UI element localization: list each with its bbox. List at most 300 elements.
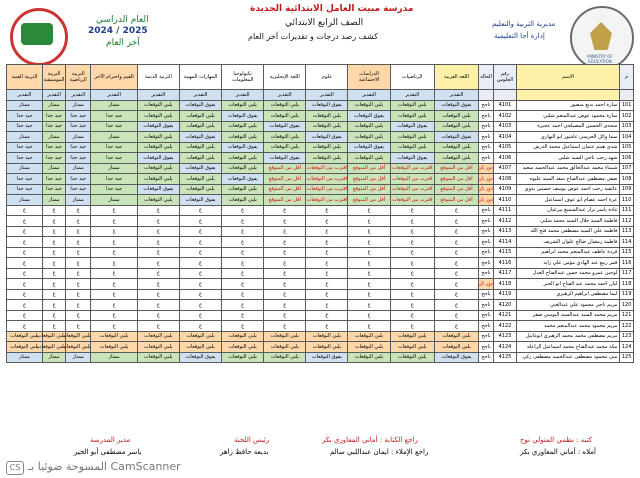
book-icon	[21, 23, 53, 45]
col-grade-label: التقدير	[348, 90, 390, 101]
row-name: مريم محمود محمد عبدالمنعم محمد	[517, 321, 620, 332]
row-grade: يفوق التوقعات	[179, 163, 221, 174]
row-grade: غ	[7, 247, 43, 258]
col-blank	[620, 90, 634, 101]
row-grade: غ	[179, 289, 221, 300]
row-status: دور ثان	[479, 184, 494, 195]
col-subject: اللغة الإنجليزية	[264, 65, 306, 90]
row-grade: أقل من المتوقع	[348, 163, 390, 174]
row-grade: جيد جدا	[91, 174, 137, 185]
row-grade: غ	[390, 268, 434, 279]
row-grade: جيد جدا	[7, 174, 43, 185]
row-grade: غ	[348, 300, 390, 311]
row-name: ليما مصطفى ابراهيم الزهيري	[517, 289, 620, 300]
row-name: شهد رجب ناجي السيد شلبي	[517, 153, 620, 164]
row-grade: اقترب من التوقعات	[390, 195, 434, 206]
row-grade: ممتاز	[7, 352, 43, 363]
row-grade: غ	[7, 205, 43, 216]
row-grade: ممتاز	[7, 100, 43, 111]
row-grade: جيد جدا	[42, 142, 65, 153]
row-grade: غ	[42, 205, 65, 216]
row-grade: غ	[264, 289, 306, 300]
row-seat: 4108	[493, 174, 516, 185]
row-grade: غ	[179, 310, 221, 321]
row-grade: غ	[7, 258, 43, 269]
row-grade: يلبي التوقعات	[137, 142, 179, 153]
row-grade: غ	[348, 247, 390, 258]
row-seat: 4102	[493, 111, 516, 122]
col-status: الحالة	[479, 65, 494, 90]
row-grade: يلبي التوقعات	[306, 342, 348, 353]
row-seat: 4107	[493, 163, 516, 174]
logo-caption: MINISTRY OF EDUCATION	[587, 54, 613, 64]
row-grade: اقترب من التوقعات	[390, 174, 434, 185]
row-grade: غ	[42, 258, 65, 269]
row-grade: غ	[222, 205, 264, 216]
row-grade: غ	[222, 258, 264, 269]
row-grade: غ	[7, 279, 43, 290]
row-status: ناجح	[479, 258, 494, 269]
term-label: آخر العام	[106, 38, 140, 48]
row-seat: 4122	[493, 321, 516, 332]
row-status: ناجح	[479, 237, 494, 248]
col-grade-label: التقدير	[7, 90, 43, 101]
col-subject: التربية الموسيقية	[42, 65, 65, 90]
row-grade: غ	[179, 279, 221, 290]
row-grade: ممتاز	[7, 195, 43, 206]
row-seat: 4124	[493, 342, 516, 353]
row-grade: غ	[434, 279, 478, 290]
ministry-logo	[570, 6, 634, 70]
row-grade: غ	[306, 289, 348, 300]
row-grade: غ	[434, 205, 478, 216]
row-grade: يفوق التوقعات	[348, 111, 390, 122]
camscanner-watermark	[6, 460, 181, 475]
row-status: دور ثان	[479, 195, 494, 206]
row-index: 124	[620, 342, 634, 353]
row-grade: يلبي التوقعات	[7, 331, 43, 342]
row-index: 112	[620, 216, 634, 227]
row-index: 121	[620, 310, 634, 321]
row-seat: 4123	[493, 331, 516, 342]
row-index: 123	[620, 331, 634, 342]
writer: كتبه : نظمي المتولي نوح	[520, 436, 593, 444]
row-grade: غ	[434, 258, 478, 269]
row-grade: يفوق التوقعات	[137, 153, 179, 164]
row-grade: يلبي التوقعات	[306, 111, 348, 122]
row-grade: غ	[390, 279, 434, 290]
row-grade: غ	[91, 205, 137, 216]
row-grade: غ	[7, 310, 43, 321]
col-index: م	[620, 65, 634, 90]
reviewer-writing: راجع الكتابة : أماني المغاوري بكر	[322, 436, 418, 444]
row-grade: غ	[264, 226, 306, 237]
row-grade: غ	[7, 268, 43, 279]
row-grade: غ	[66, 279, 91, 290]
table-row	[7, 163, 634, 174]
row-seat: 4117	[493, 268, 516, 279]
table-row	[7, 331, 634, 342]
row-grade: ممتاز	[91, 195, 137, 206]
row-status: دور ثان	[479, 163, 494, 174]
row-seat: 4106	[493, 153, 516, 164]
col-blank	[517, 90, 620, 101]
row-grade: غ	[348, 237, 390, 248]
row-grade: غ	[7, 237, 43, 248]
row-grade: يفوق التوقعات	[306, 352, 348, 363]
row-grade: ممتاز	[42, 195, 65, 206]
row-grade: غ	[66, 216, 91, 227]
row-grade: غ	[179, 300, 221, 311]
row-grade: ممتاز	[66, 195, 91, 206]
row-grade: غ	[306, 205, 348, 216]
row-grade: غ	[179, 226, 221, 237]
row-grade: غ	[137, 310, 179, 321]
row-grade: غ	[137, 216, 179, 227]
row-grade: يلبي التوقعات	[91, 331, 137, 342]
row-name: عزة احمد عصام ابو عوف اسماعيل	[517, 195, 620, 206]
table-row	[7, 205, 634, 216]
row-grade: يلبي التوقعات	[66, 331, 91, 342]
table-row	[7, 174, 634, 185]
row-grade: يلبي التوقعات	[264, 142, 306, 153]
row-grade: يلبي التوقعات	[91, 342, 137, 353]
row-grade: غ	[42, 321, 65, 332]
row-grade: غ	[222, 268, 264, 279]
row-grade: يلبي التوقعات	[306, 142, 348, 153]
row-name: مريم محمد السيد عبدالسيد اليوسي صقر	[517, 310, 620, 321]
row-grade: غ	[42, 300, 65, 311]
row-grade: يلبي التوقعات	[179, 342, 221, 353]
row-grade: غ	[137, 300, 179, 311]
row-index: 106	[620, 153, 634, 164]
row-name: سارة احمد بديع منصور	[517, 100, 620, 111]
row-grade: أقل من المتوقع	[348, 184, 390, 195]
row-status: دور ثان	[479, 174, 494, 185]
row-grade: ممتاز	[66, 132, 91, 143]
row-grade: غ	[66, 289, 91, 300]
row-grade: يلبي التوقعات	[390, 142, 434, 153]
row-grade: غ	[66, 247, 91, 258]
row-grade: أقل من المتوقع	[434, 195, 478, 206]
row-grade: أقل من المتوقع	[434, 163, 478, 174]
row-grade: غ	[434, 268, 478, 279]
row-grade: غ	[66, 310, 91, 321]
row-index: 101	[620, 100, 634, 111]
row-grade: غ	[264, 247, 306, 258]
row-grade: يلبي التوقعات	[66, 342, 91, 353]
row-grade: غ	[390, 205, 434, 216]
row-grade: يلبي التوقعات	[390, 100, 434, 111]
principal-name: ياسر مصطفى أبو الخير	[74, 448, 142, 456]
row-grade: غ	[91, 226, 137, 237]
col-subject: الدراسات الاجتماعية	[348, 65, 390, 90]
row-status: ناجح	[479, 142, 494, 153]
row-grade: غ	[179, 268, 221, 279]
row-status: ناجح	[479, 268, 494, 279]
row-grade: يفوق التوقعات	[390, 153, 434, 164]
row-grade: يلبي التوقعات	[306, 331, 348, 342]
row-grade: يلبي التوقعات	[264, 132, 306, 143]
row-index: 105	[620, 142, 634, 153]
table-row	[7, 142, 634, 153]
row-index: 113	[620, 226, 634, 237]
row-grade: ممتاز	[91, 100, 137, 111]
col-subject: التربية الدينية	[137, 65, 179, 90]
col-grade-label: التقدير	[390, 90, 434, 101]
camscanner-icon: CS	[6, 461, 24, 475]
row-grade: غ	[264, 216, 306, 227]
row-grade: غ	[306, 247, 348, 258]
table-row	[7, 342, 634, 353]
row-index: 107	[620, 163, 634, 174]
row-grade: غ	[91, 268, 137, 279]
row-name: عائشة رجب احمد عوض يوسف حسنين بدوي	[517, 184, 620, 195]
row-grade: غ	[348, 310, 390, 321]
row-grade: غ	[42, 268, 65, 279]
row-grade: يلبي التوقعات	[306, 121, 348, 132]
row-name: شذى هيثم عثمان اسماعيل محمد الدرش	[517, 142, 620, 153]
row-index: 110	[620, 195, 634, 206]
row-grade: اقترب من التوقعات	[306, 174, 348, 185]
row-grade: غ	[434, 310, 478, 321]
row-grade: يلبي التوقعات	[137, 342, 179, 353]
row-grade: غ	[179, 258, 221, 269]
row-grade: يفوق التوقعات	[222, 174, 264, 185]
row-grade: غ	[91, 237, 137, 248]
row-grade: يلبي التوقعات	[434, 342, 478, 353]
row-index: 116	[620, 258, 634, 269]
row-grade: يلبي التوقعات	[390, 132, 434, 143]
row-grade: يلبي التوقعات	[222, 331, 264, 342]
row-grade: غ	[7, 289, 43, 300]
row-seat: 4118	[493, 279, 516, 290]
row-grade: غ	[42, 289, 65, 300]
row-grade: غ	[66, 321, 91, 332]
col-subject: التربية الرياضية	[66, 65, 91, 90]
row-grade: غ	[434, 226, 478, 237]
row-grade: غ	[390, 226, 434, 237]
row-seat: 4104	[493, 132, 516, 143]
row-grade: يلبي التوقعات	[222, 184, 264, 195]
row-grade: اقترب من التوقعات	[390, 184, 434, 195]
table-row	[7, 121, 634, 132]
row-grade: غ	[222, 321, 264, 332]
col-subject: اللغة العربية	[434, 65, 478, 90]
row-grade: غ	[348, 321, 390, 332]
row-grade: غ	[434, 321, 478, 332]
row-grade: غ	[390, 300, 434, 311]
row-grade: غ	[222, 289, 264, 300]
gov-line1: مديرية التربية والتعليم	[492, 20, 556, 28]
row-status: ناجح	[479, 205, 494, 216]
row-grade: غ	[348, 279, 390, 290]
row-grade: غ	[348, 258, 390, 269]
row-grade: جيد جدا	[7, 121, 43, 132]
col-grade-label: التقدير	[66, 90, 91, 101]
row-grade: يفوق التوقعات	[137, 121, 179, 132]
row-seat: 4110	[493, 195, 516, 206]
row-status: ناجح	[479, 226, 494, 237]
row-grade: ممتاز	[66, 100, 91, 111]
row-grade: أقل من المتوقع	[264, 163, 306, 174]
row-grade: غ	[179, 205, 221, 216]
row-grade: غ	[434, 237, 478, 248]
row-grade: غ	[264, 258, 306, 269]
row-grade: ممتاز	[42, 132, 65, 143]
row-grade: أقل من المتوقع	[264, 195, 306, 206]
row-grade: غ	[179, 321, 221, 332]
col-subject: تكنولوجيا المعلومات	[222, 65, 264, 90]
row-seat: 4111	[493, 205, 516, 216]
row-grade: أقل من المتوقع	[434, 174, 478, 185]
row-grade: غ	[264, 268, 306, 279]
table-row	[7, 226, 634, 237]
row-name: لوجين عمرو محمد حسن عبدالفتاح العدل	[517, 268, 620, 279]
row-grade: أقل من المتوقع	[348, 195, 390, 206]
row-grade: غ	[179, 247, 221, 258]
row-grade: غ	[306, 268, 348, 279]
row-status: ناجح	[479, 300, 494, 311]
row-grade: يفوق التوقعات	[306, 132, 348, 143]
row-grade: غ	[7, 216, 43, 227]
row-grade: يلبي التوقعات	[42, 342, 65, 353]
row-grade: أقل من المتوقع	[264, 184, 306, 195]
col-subject: الرياضيات	[390, 65, 434, 90]
row-grade: غ	[66, 205, 91, 216]
row-seat: 4119	[493, 289, 516, 300]
col-grade-label: التقدير	[222, 90, 264, 101]
row-grade: ممتاز	[42, 100, 65, 111]
row-grade: جيد جدا	[42, 121, 65, 132]
row-grade: جيد جدا	[42, 174, 65, 185]
row-grade: يلبي التوقعات	[434, 331, 478, 342]
year-value: 2024 / 2025	[88, 26, 148, 36]
row-grade: يفوق التوقعات	[179, 132, 221, 143]
table-row	[7, 184, 634, 195]
row-grade: يلبي التوقعات	[434, 153, 478, 164]
table-row	[7, 132, 634, 143]
row-grade: جيد جدا	[66, 184, 91, 195]
row-grade: غ	[179, 216, 221, 227]
row-grade: غ	[91, 321, 137, 332]
row-grade: يلبي التوقعات	[434, 142, 478, 153]
row-status: ناجح	[479, 100, 494, 111]
row-grade: يلبي التوقعات	[7, 342, 43, 353]
row-grade: جيد جدا	[7, 184, 43, 195]
row-grade: يلبي التوقعات	[137, 100, 179, 111]
row-seat: 4114	[493, 237, 516, 248]
reviewer-dictation: راجع الإملاء : ايمان عبداللبي سالم	[330, 448, 429, 456]
camscanner-text: المسوحة ضوئيا بـ CamScanner	[28, 460, 181, 473]
row-name: غادة ياسر نزار عبدالسميع بيرعيان	[517, 205, 620, 216]
row-status: ناجح	[479, 321, 494, 332]
col-grade-label: التقدير	[264, 90, 306, 101]
row-grade: جيد جدا	[7, 142, 43, 153]
row-grade: ممتاز	[7, 132, 43, 143]
row-name: ليان احمد محمد عبد الفتاح ابو الخير	[517, 279, 620, 290]
row-grade: غ	[390, 247, 434, 258]
row-grade: يلبي التوقعات	[348, 132, 390, 143]
row-grade: يلبي التوقعات	[264, 100, 306, 111]
row-grade: غ	[222, 310, 264, 321]
row-index: 114	[620, 237, 634, 248]
row-grade: غ	[137, 279, 179, 290]
row-grade: غ	[91, 310, 137, 321]
row-grade: غ	[137, 237, 179, 248]
row-grade: يلبي التوقعات	[434, 111, 478, 122]
table-row	[7, 153, 634, 164]
row-grade: يفوق التوقعات	[222, 142, 264, 153]
row-seat: 4103	[493, 121, 516, 132]
row-grade: غ	[264, 300, 306, 311]
row-grade: يلبي التوقعات	[222, 121, 264, 132]
report-title: كشف رصد درجات و تقديرات آخر العام	[248, 32, 378, 41]
col-subject: التربية الفنية	[7, 65, 43, 90]
row-index: 103	[620, 121, 634, 132]
row-grade: يلبي التوقعات	[137, 163, 179, 174]
row-name: شيماء محمد عبدالخالق محمد عبدالحميد سعيد	[517, 163, 620, 174]
dictated-by: أملاه : أماني المغاوري بكر	[520, 448, 596, 456]
row-seat: 4115	[493, 247, 516, 258]
row-grade: غ	[66, 268, 91, 279]
table-row	[7, 289, 634, 300]
row-name: فاطمة علي السيد مصطفى محمد فتح الله	[517, 226, 620, 237]
row-grade: يلبي التوقعات	[179, 153, 221, 164]
row-index: 120	[620, 300, 634, 311]
row-grade: يلبي التوقعات	[222, 163, 264, 174]
row-grade: غ	[137, 258, 179, 269]
row-grade: غ	[390, 321, 434, 332]
table-row	[7, 247, 634, 258]
row-grade: جيد جدا	[91, 142, 137, 153]
row-grade: اقترب من التوقعات	[390, 163, 434, 174]
col-grade-label: التقدير	[42, 90, 65, 101]
row-seat: 4116	[493, 258, 516, 269]
row-grade: يلبي التوقعات	[348, 331, 390, 342]
row-status: ناجح	[479, 310, 494, 321]
row-grade: غ	[222, 300, 264, 311]
row-grade: غ	[306, 237, 348, 248]
row-status: ناجح	[479, 216, 494, 227]
row-name: فردة عاطف عبدالمنعم محمد ابراهيم	[517, 247, 620, 258]
row-index: 102	[620, 111, 634, 122]
table-row	[7, 300, 634, 311]
principal-title: مدير المدرسة	[90, 436, 131, 444]
row-grade: يفوق التوقعات	[264, 121, 306, 132]
school-logo	[10, 8, 68, 66]
row-status: ناجح	[479, 247, 494, 258]
row-index: 104	[620, 132, 634, 143]
col-grade-label: التقدير	[91, 90, 137, 101]
row-index: 111	[620, 205, 634, 216]
row-seat: 4109	[493, 184, 516, 195]
row-seat: 4112	[493, 216, 516, 227]
table-row	[7, 321, 634, 332]
row-grade: يلبي التوقعات	[264, 111, 306, 122]
col-seat: رقم الجلوس	[493, 65, 516, 90]
row-grade: ممتاز	[66, 163, 91, 174]
row-grade: ممتاز	[42, 163, 65, 174]
row-grade: غ	[91, 279, 137, 290]
row-name: فاطمة السيد جلال السيد محمد شلبي	[517, 216, 620, 227]
row-grade: غ	[42, 237, 65, 248]
row-grade: غ	[434, 247, 478, 258]
row-grade: غ	[264, 321, 306, 332]
row-grade: غ	[390, 258, 434, 269]
year-label: العام الدراسي	[96, 15, 149, 25]
row-grade: غ	[7, 300, 43, 311]
